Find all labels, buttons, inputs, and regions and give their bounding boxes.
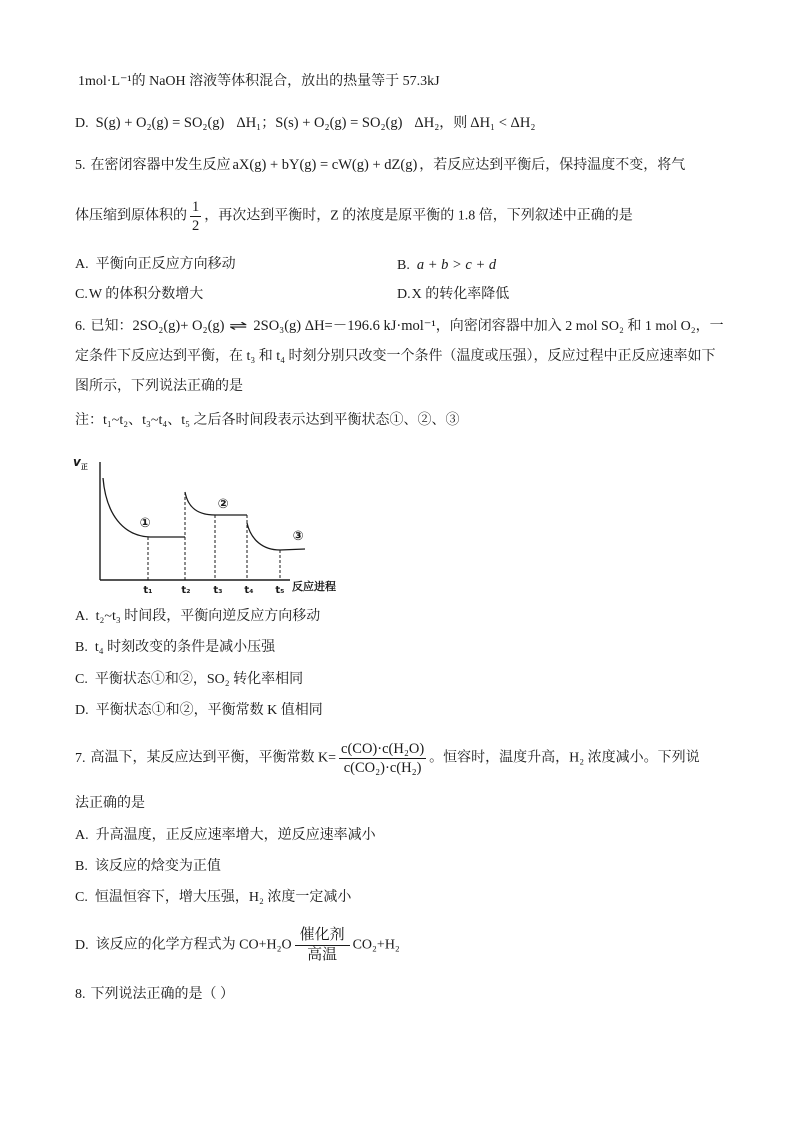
q5-option-c (75, 286, 203, 304)
state-label-3: ③ (292, 529, 304, 544)
q5-option-b (397, 256, 496, 274)
option-text: a + b > c + d (416, 257, 497, 273)
q6-option-c (75, 671, 303, 689)
stem-text: 下列说法正确的是（ ） (90, 987, 234, 1002)
option-label: A. (75, 828, 89, 843)
q6-note: 注：t₁~t₂、t₃~t₄、t₅ 之后各时间段表示达到平衡状态①、②、③ (75, 413, 460, 428)
option-text: 该反应的焓变为正值 (94, 859, 221, 874)
fraction-numerator: c(CO)·c(H₂O) (341, 741, 425, 757)
option-text: 平衡向正反应方向移动 (95, 257, 236, 272)
q5-option-d (397, 286, 509, 304)
option-label: B. (397, 258, 410, 273)
rate-curve-state-2 (185, 492, 247, 515)
q5-option-a (75, 256, 236, 274)
reaction-equation-1: S(g) + O₂(g) = SO₂(g) (95, 115, 225, 131)
q8-stem (75, 986, 234, 1004)
y-axis-label (73, 455, 88, 471)
option-label: C. (75, 890, 88, 905)
stem-text: 体压缩到原体积的 (75, 208, 187, 224)
q4-option-d (75, 114, 535, 132)
reaction-rate-graph (68, 452, 348, 597)
question-number: 7. (75, 750, 86, 766)
q6-option-d (75, 702, 323, 720)
fraction-denominator: c(CO₂)·c(H₂) (343, 760, 422, 776)
time-label-t5: t₅ (275, 585, 285, 596)
equilibrium-constant-fraction (339, 741, 426, 776)
q5-stem-line-2 (75, 199, 633, 234)
option-label: D. (397, 287, 411, 302)
enthalpy-change-2: ΔH₂ (414, 115, 440, 131)
stem-text: 高温下，某反应达到平衡，平衡常数 K= (90, 750, 337, 766)
option-label: D. (75, 703, 89, 718)
reaction-equation: aX(g) + bY(g) = cW(g) + dZ(g) (232, 157, 418, 173)
reaction-right-side: 2SO₃(g) ΔH=－196.6 kJ·mol⁻¹ (253, 318, 436, 334)
conclusion-prefix: ，则 (439, 116, 468, 131)
condition-high-temperature: 高温 (307, 947, 338, 963)
option-text: t₄ 时刻改变的条件是减小压强 (94, 640, 276, 655)
q7-stem-line-2: 法正确的是 (75, 796, 145, 811)
question-number: 6. (75, 319, 86, 334)
y-axis-subscript: 正 (80, 463, 88, 471)
q5-stem-line-1 (75, 156, 685, 174)
option-label: B. (75, 640, 88, 655)
option-text: 平衡状态①和②，平衡常数 K 值相同 (95, 703, 323, 718)
conclusion-inequality: ΔH₁ < ΔH₂ (470, 115, 536, 131)
question-number: 5. (75, 158, 86, 173)
stem-text: ，向密闭容器中加入 2 mol SO₂ 和 1 mol O₂，一 (435, 319, 724, 334)
option-text: CO₂+H₂ (352, 937, 400, 953)
q4-option-c-continuation: 1mol·L⁻¹的 NaOH 溶液等体积混合，放出的热量等于 57.3kJ (78, 74, 440, 89)
stem-text: 在密闭容器中发生反应 (90, 158, 231, 173)
q7-option-a (75, 827, 376, 845)
enthalpy-change-1: ΔH₁ (236, 115, 262, 131)
q6-option-b (75, 639, 275, 657)
time-label-t3: t₃ (213, 585, 223, 596)
reaction-equation-2: S(s) + O₂(g) = SO₂(g) (275, 115, 403, 131)
option-label: B. (75, 859, 88, 874)
q6-option-a (75, 608, 320, 626)
option-text: t₂~t₃ 时间段，平衡向逆反应方向移动 (95, 609, 321, 624)
option-label: C. (75, 287, 88, 302)
q6-stem-line-3: 图所示，下列说法正确的是 (75, 379, 243, 394)
time-label-t2: t₂ (181, 585, 191, 596)
reversible-arrow-icon: ⇌ (229, 319, 249, 334)
q7-option-b (75, 858, 221, 876)
time-label-t1: t₁ (143, 585, 153, 596)
q7-option-d (75, 927, 400, 964)
stem-text: ，再次达到平衡时，Z 的浓度是原平衡的 1.8 倍，下列叙述中正确的是 (204, 208, 633, 224)
reaction-condition (295, 927, 350, 964)
fraction-numerator: 1 (192, 199, 200, 215)
q6-stem-line-1 (75, 317, 724, 335)
x-axis-label: 反应进程 (292, 580, 336, 593)
time-label-t4: t₄ (244, 585, 254, 596)
option-label: D. (75, 937, 89, 953)
option-text: 升高温度，正反应速率增大，逆反应速率减小 (95, 828, 376, 843)
fraction-denominator: 2 (192, 218, 200, 234)
option-text: 恒温恒容下，增大压强，H₂ 浓度一定减小 (94, 890, 352, 905)
state-label-2: ② (217, 497, 229, 512)
reaction-left-side: 2SO₂(g)+ O₂(g) (132, 318, 225, 334)
stem-text: 已知： (90, 319, 133, 334)
option-label: C. (75, 672, 88, 687)
option-text: 该反应的化学方程式为 CO+H₂O (95, 937, 292, 953)
option-text: W 的体积分数增大 (88, 287, 204, 302)
option-label: A. (75, 609, 89, 624)
stem-text: ，若反应达到平衡后，保持温度不变，将气 (419, 158, 686, 173)
y-axis-symbol: v (73, 455, 81, 469)
q7-option-c (75, 889, 351, 907)
q6-stem-line-2: 定条件下反应达到平衡，在 t₃ 和 t₄ 时刻分别只改变一个条件（温度或压强），反应过程中正反应速率如下 (75, 349, 716, 364)
condition-catalyst: 催化剂 (295, 927, 350, 946)
option-label: D. (75, 116, 89, 131)
option-text: 平衡状态①和②，SO₂ 转化率相同 (94, 672, 304, 687)
option-text: X 的转化率降低 (411, 287, 510, 302)
option-label: A. (75, 257, 89, 272)
state-label-1: ① (139, 516, 151, 531)
q7-stem-line-1 (75, 741, 700, 776)
separator: ； (261, 116, 276, 131)
stem-text: 。恒容时，温度升高，H₂ 浓度减小。下列说 (429, 750, 700, 766)
fraction-one-half (190, 199, 201, 234)
question-number: 8. (75, 987, 86, 1002)
